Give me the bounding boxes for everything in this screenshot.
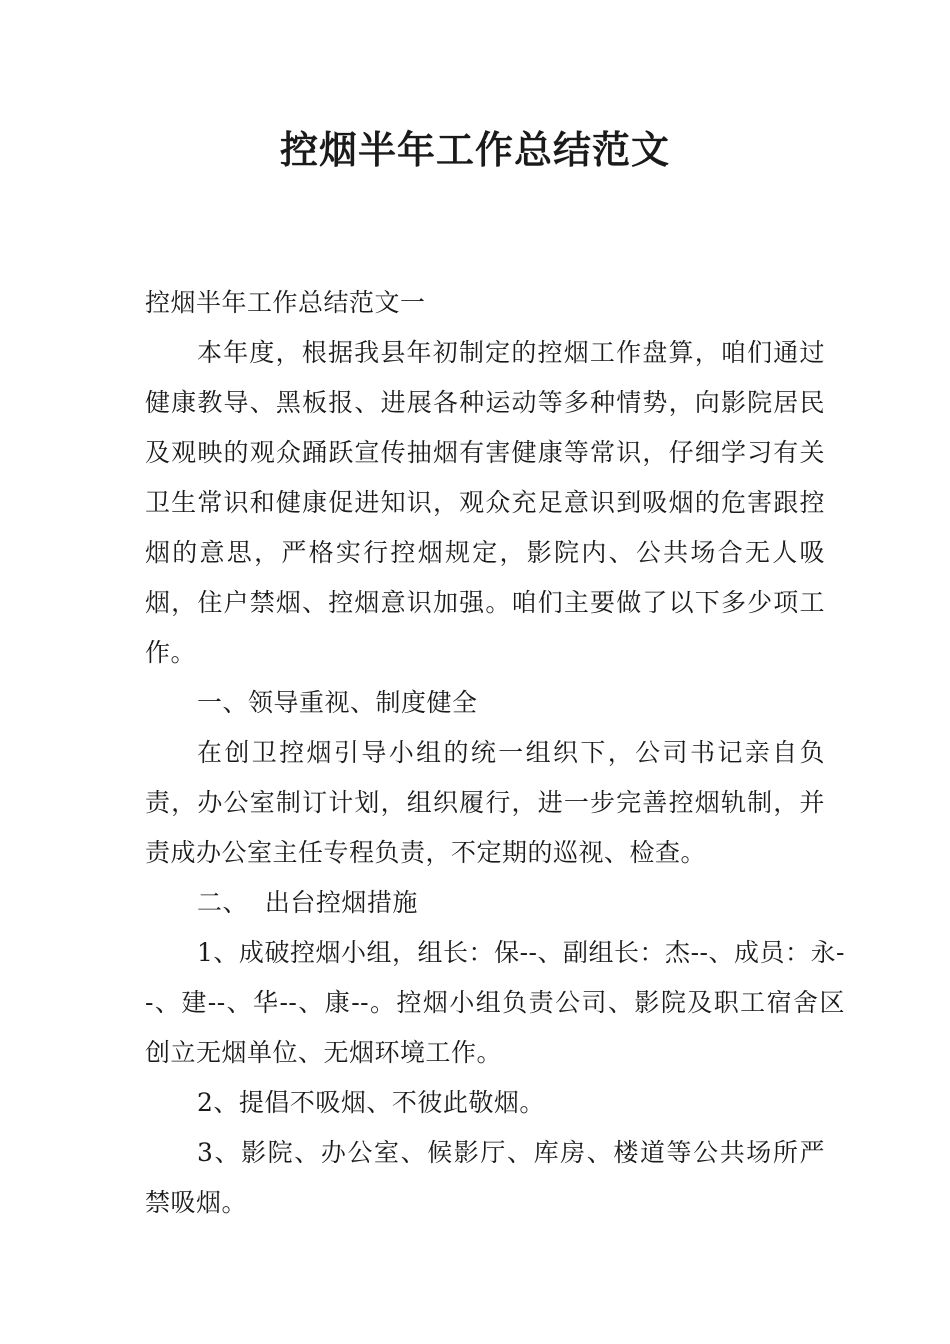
- paragraph-measure-3: 3、影院、办公室、候影厅、库房、楼道等公共场所严禁吸烟。: [145, 1138, 825, 1217]
- paragraph-heading-2: 二、 出台控烟措施: [197, 888, 418, 917]
- paragraph-heading-1: 一、领导重视、制度健全: [197, 688, 478, 717]
- section-heading: 控烟半年工作总结范文一: [145, 288, 426, 317]
- document-body: [145, 278, 845, 1228]
- document-title: 控烟半年工作总结范文: [279, 128, 670, 172]
- paragraph-intro: 本年度，根据我县年初制定的控烟工作盘算，咱们通过健康教导、黑板报、进展各种运动等多种情势，向影院居民及观映的观众踊跃宣传抽烟有害健康等常识，仔细学习有关卫生常识和健康促进知识，观众充足意识到吸烟的危害跟控烟的意思，严格实行控烟规定，影院内、公共场合无人吸烟，住户禁烟、控烟意识加强。咱们主要做了以下多少项工作。: [145, 338, 825, 667]
- paragraph-leadership: 在创卫控烟引导小组的统一组织下，公司书记亲自负责，办公室制订计划，组织履行，进一步完善控烟轨制，并责成办公室主任专程负责，不定期的巡视、检查。: [145, 738, 825, 867]
- paragraph-measure-1: 1、成破控烟小组，组长：保--、副组长：杰--、成员：永--、建--、华--、康--。控烟小组负责公司、影院及职工宿舍区创立无烟单位、无烟环境工作。: [145, 938, 845, 1067]
- paragraph-measure-2: 2、提倡不吸烟、不彼此敬烟。: [197, 1088, 545, 1117]
